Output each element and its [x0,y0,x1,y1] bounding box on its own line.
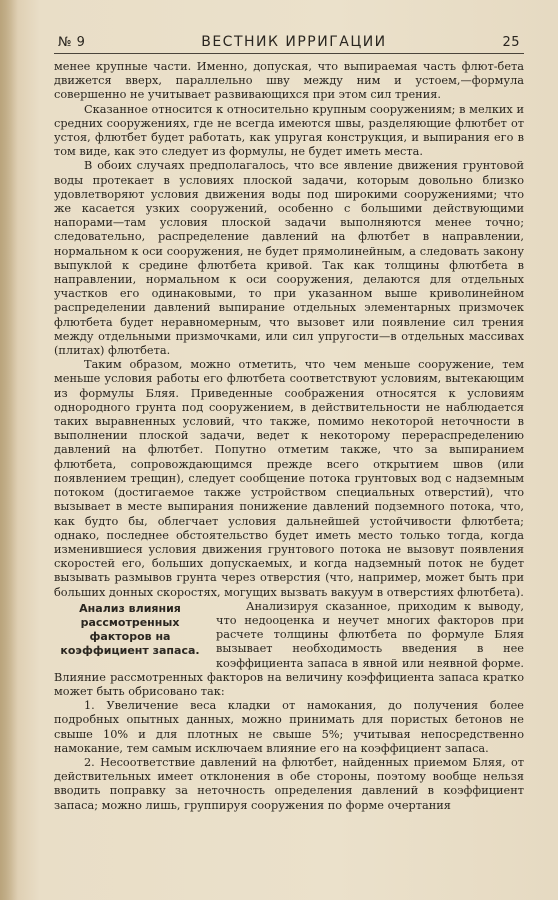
paragraph-2: Сказанное относится к относительно крупным сооружениям; в мелких и средних сооружениях, где не всегда имеются швы, разделяющие флютбет от устоя, флютбет будет работать, как упругая конструкция, и выпирания его в том виде, как это следует из формулы, не будет иметь места. [54,102,524,159]
side-heading: Анализ влияния рассмотренных факторов на коэффициент запаса. [60,601,200,657]
side-section [54,600,524,699]
journal-title: ВЕСТНИК ИРРИГАЦИИ [201,34,387,50]
page-number: 25 [502,35,520,50]
header-rule [54,53,524,54]
paragraph-3: В обоих случаях предполагалось, что все явление движения грунтовой воды протекает в условиях плоской задачи, которым довольно близко удовлетворяют условия движения воды под широкими сооружениями; что же касается узких сооружений, особенно с большими действующими напорами—там условия плоской задачи выполняются менее точно; следовательно, распределение давлений на флютбет в направлении, нормальном к оси сооружения, не будет прямолинейным, а следовать закону выпуклой к средине флютбета кривой. Так как толщины флютбета в направлении, нормальном к оси сооружения, делаются для отдельных участков его одинаковыми, то при указанном выше криволинейном распределении давлений выпирание отдельных элементарных призмочек флютбета будет неравномерным, что вызовет или появление сил трения между отдельными призмочками, или сил упругости—в отдельных массивах (плитах) флютбета. [54,159,524,358]
running-header [54,34,524,53]
article-body [54,60,524,813]
list-item-1: 1. Увеличение веса кладки от намокания, до получения более подробных опытных данных, можно принимать для пористых бетонов не свыше 10% и для плотных не свыше 5%; учитывая непосредственно намокание, тем самым исключаем влияние его на коэффициент запаса. [54,699,524,755]
side-paragraph: Анализируя сказанное, приходим к выводу, что недооценка и неучет многих факторов при расчете толщины флютбета по формуле Бляя вызывает необходимость введения в нее коэффициента запаса в явной или неявной форме. Влияние рассмотренных факторов на величину коэффициента запаса кратко может быть обрисовано так: [54,599,524,698]
paragraph-1: менее крупные части. Именно, допуская, что выпираемая часть флют-бета движется вверх, параллельно шву между ним и устоем,—формула совершенно не учитывает развивающихся при этом сил трения. [54,60,524,102]
issue-number: № 9 [58,35,86,50]
list-item-2: 2. Несоответствие давлений на флютбет, найденных приемом Бляя, от действительных имеет отклонения в обе стороны, поэтому вообще нельзя вводить поправку за неточность определения давлений в коэффициент запаса; можно лишь, группируя сооружения по форме очертания [54,755,524,812]
paragraph-4: Таким образом, можно отметить, что чем меньше сооружение, тем меньше условия работы его флютбета соответствуют условиям, вытекающим из формулы Бляя. Приведенные соображения относятся к условиям однородного грунта под сооружением, в действительности не наблюдается таких выравненных условий, что также, помимо некоторой неточности в выполнении плоской задачи, ведет к некоторому перераспределению давлений на флютбет. Попутно отметим также, что за выпиранием флютбета, сопровождающимся прежде всего открытием швов (или появлением трещин), следует сообщение потока грунтовых вод с надземным потоком (достигаемое также устройством специальных отверстий), что вызывает в месте выпирания понижение давлений подземного потока, что, как будто бы, облегчает условия дальнейшей устойчивости флютбета; однако, последнее обстоятельство будет иметь место только тогда, когда изменившиеся условия движения грунтового потока не вызовут появления скоростей его, больших допускаемых, и когда надземный поток не будет вызывать размывов грунта через отверстия (что, например, может быть при больших донных скоростях, могущих вызвать вакуум в отверстиях флютбета). [54,358,524,599]
binding-gutter [0,0,18,900]
